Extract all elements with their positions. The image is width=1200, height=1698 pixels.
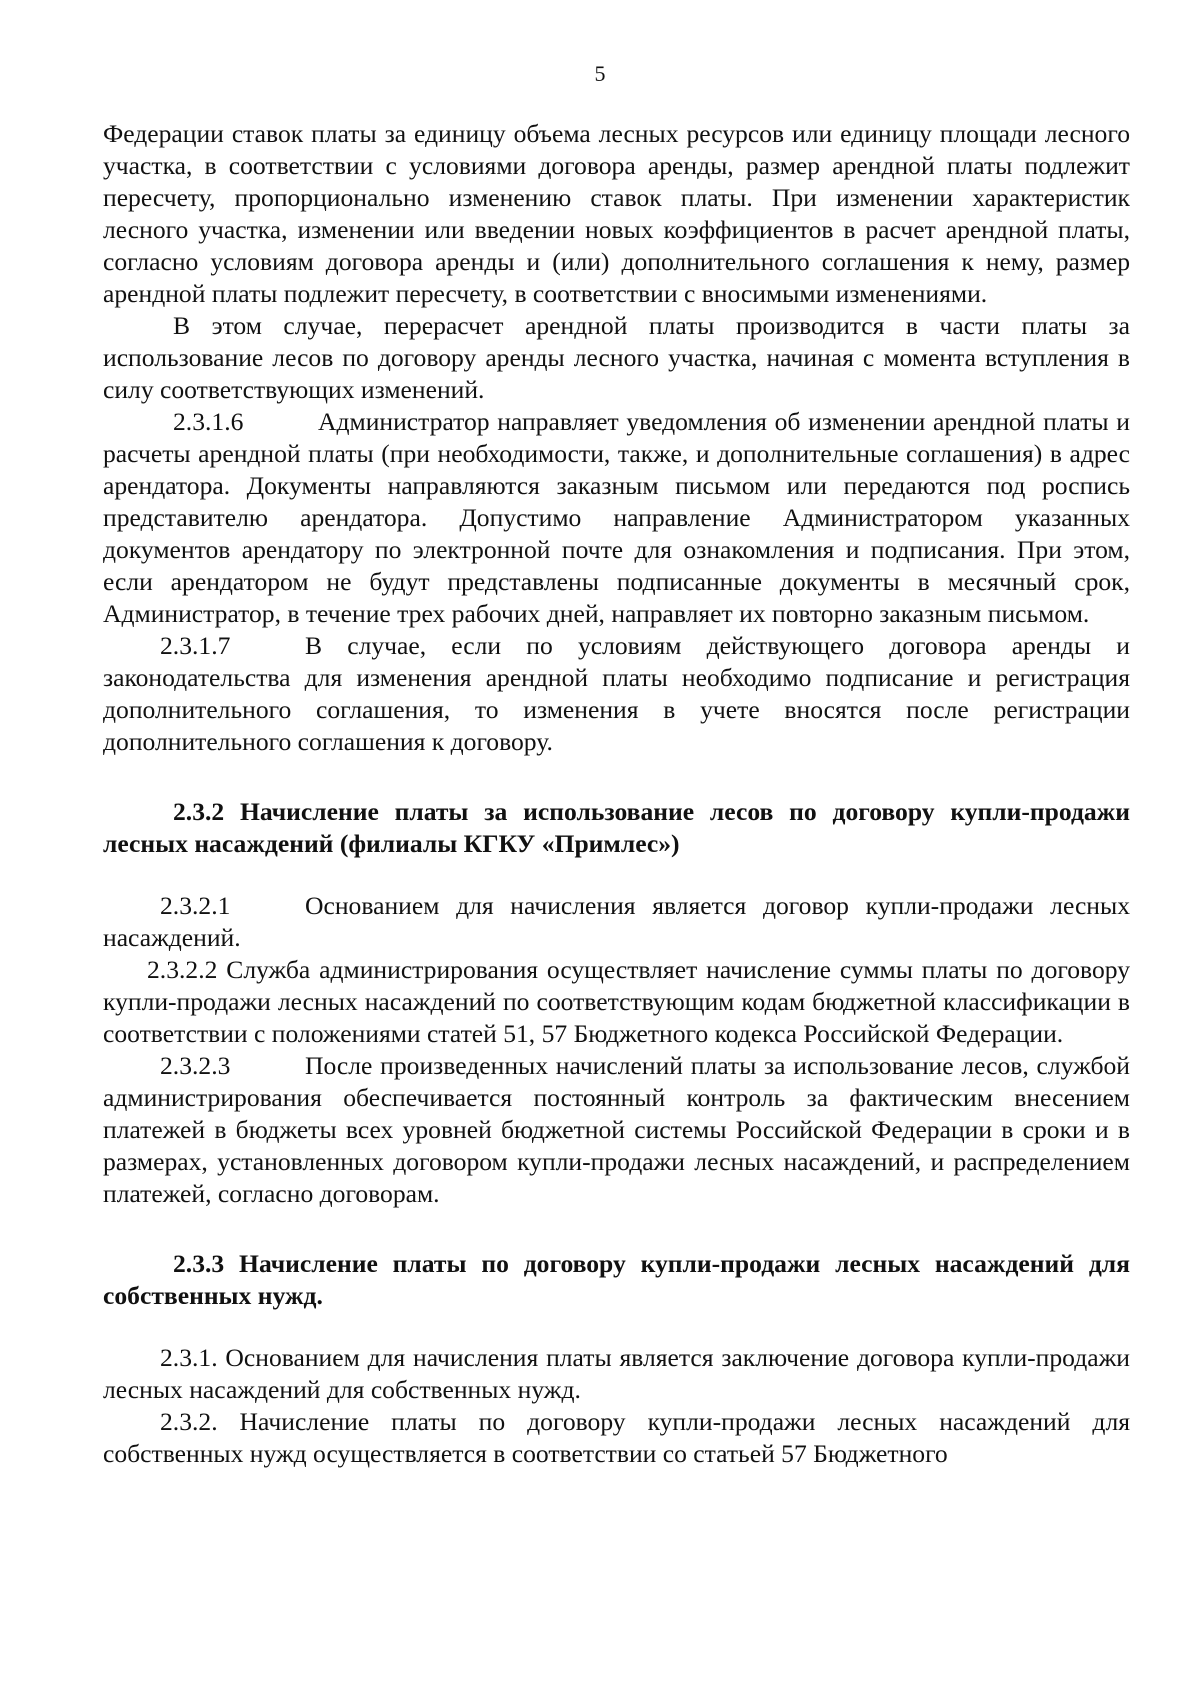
clause-text: В случае, если по условиям действующего договора аренды и законодательства для изменения арендной платы необходимо подписание и регистрация дополнительного соглашения, то изменения в учете вносятся после регистрации дополнительного соглашения к договору. [103,631,1130,756]
page-number: 5 [594,61,606,86]
spacer [103,860,1130,890]
clause-text: Администратор направляет уведомления об изменении арендной платы и расчеты арендной платы (при необходимости, также, и дополнительные соглашения) в адрес арендатора. Документы направляются заказным письмом или передаются под роспись представителю арендатора. Допустимо направление Администратором указанных документов арендатору по электронной почте для ознакомления и подписания. При этом, если арендатором не будут представлены подписанные документы в месячный срок, Администратор, в течение трех рабочих дней, направляет их повторно заказным письмом. [103,407,1130,628]
spacer [103,758,1130,796]
paragraph-recalculation: В этом случае, перерасчет арендной платы производится в части платы за использование лесов по договору аренды лесного участка, начиная с момента вступления в силу соответствующих изменений. [103,311,1130,404]
paragraph-2-3-2-2: 2.3.2.2 Служба администрирования осуществляет начисление суммы платы по договору купли-продажи лесных насаждений по соответствующим кодам бюджетной классификации в соответствии с положениями статей 51, 57 Бюджетного кодекса Российской Федерации. [103,955,1130,1048]
spacer [103,1210,1130,1248]
spacer [103,1312,1130,1342]
paragraph-continuation: Федерации ставок платы за единицу объема лесных ресурсов или единицу площади лесного участка, в соответствии с условиями договора аренды, размер арендной платы подлежит пересчету, пропорционально изменению ставок платы. При изменении характеристик лесного участка, изменении или введении новых коэффициентов в расчет арендной платы, согласно условиям договора аренды и (или) дополнительного соглашения к нему, размер арендной платы подлежит пересчету, в соответствии с вносимыми изменениями. [103,119,1130,308]
clause-number: 2.3.2.3 [160,1051,231,1080]
clause-number: 2.3.2.1 [160,891,231,920]
clause-number: 2.3.1.6 [173,407,244,436]
clause-number: 2.3.1.7 [160,631,231,660]
paragraph-2-3-2-3 [103,1050,1130,1210]
clause-text: После произведенных начислений платы за использование лесов, службой администрирования обеспечивается постоянный контроль за фактическим внесением платежей в бюджеты всех уровней бюджетной системы Российской Федерации в сроки и в размерах, установленных договором купли-продажи лесных насаждений, и распределением платежей, согласно договорам. [103,1051,1130,1208]
section-heading-2-3-2: 2.3.2 Начисление платы за использование лесов по договору купли-продажи лесных насаждений (филиалы КГКУ «Примлес») [103,797,1130,858]
paragraph-2-3-2-1 [103,890,1130,954]
paragraph-2-3-1-7 [103,630,1130,758]
document-body [103,118,1130,1470]
paragraph-2-3-1: 2.3.1. Основанием для начисления платы является заключение договора купли-продажи лесных насаждений для собственных нужд. [103,1343,1130,1404]
paragraph-2-3-1-6 [103,406,1130,630]
paragraph-2-3-2: 2.3.2. Начисление платы по договору купли-продажи лесных насаждений для собственных нужд осуществляется в соответствии со статьей 57 Бюджетного [103,1407,1130,1468]
clause-text: Основанием для начисления является договор купли-продажи лесных насаждений. [103,891,1130,952]
section-heading-2-3-3: 2.3.3 Начисление платы по договору купли-продажи лесных насаждений для собственных нужд. [103,1249,1130,1310]
